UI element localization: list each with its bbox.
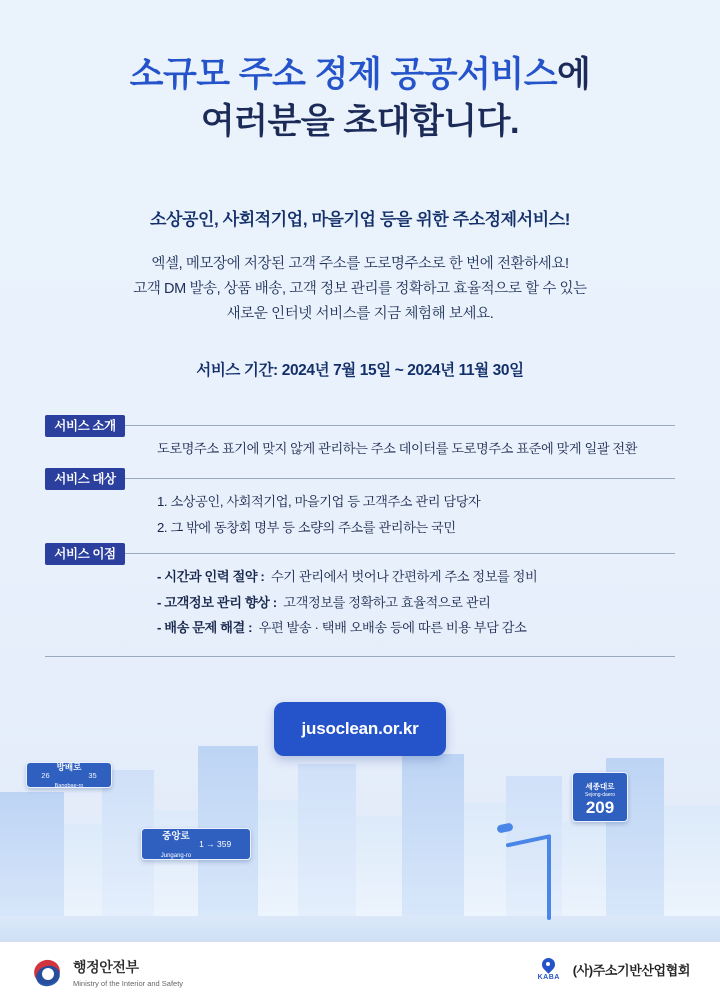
building bbox=[402, 754, 464, 942]
lead-line-1: 엑셀, 메모장에 저장된 고객 주소를 도로명주소로 한 번에 전환하세요! bbox=[151, 256, 569, 272]
info-target-body bbox=[157, 489, 675, 540]
kaba-logo-block bbox=[532, 958, 690, 981]
info-benefit-item-1-label: - 시간과 인력 절약 : bbox=[157, 569, 265, 584]
ministry-name-ko: 행정안전부 bbox=[73, 958, 139, 975]
info-row-target bbox=[45, 472, 675, 554]
road-sign-sejong bbox=[572, 772, 628, 822]
subtitle: 소상공인, 사회적기업, 마을기업 등을 위한 주소정제서비스! bbox=[149, 210, 571, 229]
ministry-logo-block bbox=[32, 956, 183, 988]
info-benefit-item-3-label: - 배송 문제 해결 : bbox=[157, 620, 253, 636]
kaba-mark bbox=[532, 958, 566, 981]
info-benefit-item-1 bbox=[157, 564, 675, 590]
info-intro-text: 도로명주소 표기에 맞지 않게 관리하는 주소 데이터를 도로명주소 표준에 맞게 일괄 전환 bbox=[157, 441, 638, 456]
road-sign-bangbae-en: Bangbae-ro bbox=[54, 783, 84, 789]
road-sign-jungang-ko: 중앙로 bbox=[162, 831, 190, 843]
info-benefit-item-2-label: - 고객정보 관리 향상 : bbox=[157, 594, 277, 610]
road-sign-bangbae-ko: 방배로 bbox=[56, 762, 82, 773]
map-pin-icon bbox=[542, 958, 556, 972]
info-row-intro bbox=[45, 419, 675, 479]
info-intro-body bbox=[157, 436, 675, 462]
headline-highlight: 소규모 주소 정제 공공서비스 bbox=[129, 55, 558, 94]
info-target-item-1: 1. 소상공인, 사회적기업, 마을기업 등 고객주소 관리 담당자 bbox=[157, 494, 481, 509]
badge-service-target: 서비스 대상 bbox=[45, 468, 125, 490]
headline-line-1 bbox=[0, 52, 720, 99]
road-sign-jungang-range: 1 → 359 bbox=[199, 839, 232, 849]
taegeuk-icon bbox=[32, 956, 64, 988]
road-sign-sejong-number: 209 bbox=[585, 797, 615, 817]
road-sign-sejong-ko: 세종대로 bbox=[585, 781, 615, 791]
page-title bbox=[0, 52, 720, 146]
road-sign-bangbae-right-number: 35 bbox=[88, 770, 97, 780]
ministry-name-en: Ministry of the Interior and Safety bbox=[73, 978, 184, 988]
badge-service-intro: 서비스 소개 bbox=[45, 415, 125, 437]
website-url-button[interactable]: jusoclean.or.kr bbox=[274, 702, 446, 756]
road-sign-jungang-en: Jungang-ro bbox=[160, 853, 192, 859]
road-sign-sejong-en: Sejong-daero bbox=[584, 791, 616, 798]
road-sign-jungang-name bbox=[161, 826, 191, 861]
road-sign-jungang bbox=[141, 828, 251, 860]
info-benefit-item-2 bbox=[157, 590, 675, 616]
road-sign-bangbae bbox=[26, 762, 112, 788]
info-benefit-body bbox=[157, 564, 675, 641]
info-benefit-item-3 bbox=[157, 615, 675, 641]
kaba-abbrev: KABA bbox=[537, 974, 560, 981]
info-benefit-item-2-text: 고객정보를 정확하고 효율적으로 관리 bbox=[283, 594, 491, 610]
badge-service-benefit: 서비스 이점 bbox=[45, 543, 125, 565]
road-sign-bangbae-name bbox=[55, 758, 84, 792]
lead-line-2: 고객 DM 발송, 상품 배송, 고객 정보 관리를 정확하고 효율적으로 할 수 있는 bbox=[133, 280, 587, 297]
service-period: 서비스 기간: 2024년 7월 15일 ~ 2024년 11월 30일 bbox=[196, 362, 524, 379]
footer bbox=[0, 941, 720, 1004]
info-row-benefit bbox=[45, 547, 675, 657]
ground-strip bbox=[0, 916, 720, 942]
headline-line-2: 여러분을 초대합니다. bbox=[200, 101, 520, 141]
road-sign-bangbae-left-number: 26 bbox=[41, 770, 50, 780]
info-table bbox=[45, 419, 675, 657]
lead-paragraph bbox=[0, 252, 720, 327]
kaba-name: (사)주소기반산업협회 bbox=[572, 963, 690, 978]
street-lamp-pole bbox=[547, 836, 551, 920]
info-benefit-item-3-text: 우편 발송 · 택배 오배송 등에 따른 비용 부담 감소 bbox=[258, 620, 527, 636]
ministry-text bbox=[73, 957, 183, 988]
headline-line-1-tail: 에 bbox=[557, 55, 591, 94]
info-benefit-item-1-text: 수기 관리에서 벗어나 간편하게 주소 정보를 정비 bbox=[270, 569, 538, 584]
info-target-item-2: 2. 그 밖에 동창회 명부 등 소량의 주소를 관리하는 국민 bbox=[157, 519, 456, 535]
lead-line-3: 새로운 인터넷 서비스를 지금 체험해 보세요. bbox=[226, 305, 494, 322]
